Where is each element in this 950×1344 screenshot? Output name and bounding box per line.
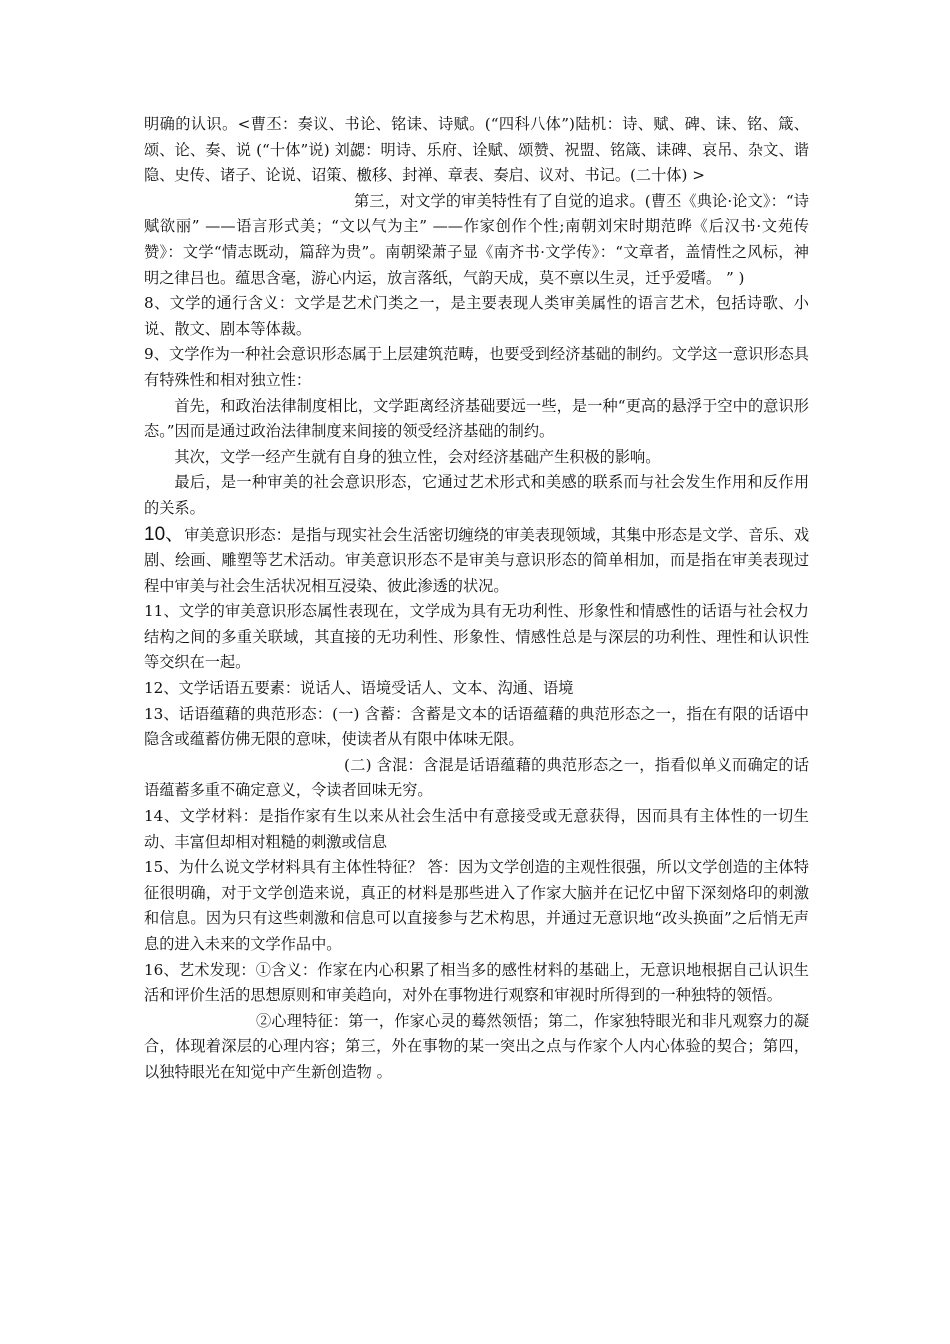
paragraph-item-10 [144,522,809,600]
paragraph-item-14: 14、文学材料：是指作家有生以来从社会生活中有意接受或无意获得，因而具有主体性的一切生动、丰富但却相对粗糙的刺激或信息 [144,807,809,851]
paragraph-item-16-second: ②心理特征：第一，作家心灵的蓦然领悟；第二，作家独特眼光和非凡观察力的凝合，体现着深层的心理内容；第三，外在事物的某一突出之点与作家个人内心体验的契合；第四，以独特眼光在知觉中产生新创造物 。 [144,1011,809,1081]
paragraph-item-13: 13、话语蕴藉的典范形态：(一) 含蓄：含蓄是文本的话语蕴藉的典范形态之一，指在有限的话语中隐含或蕴蓄仿佛无限的意味，使读者从有限中体味无限。 [144,704,809,749]
paragraph-item-11: 11、文学的审美意识形态属性表现在，文学成为具有无功利性、形象性和情感性的话语与社会权力结构之间的多重关联域，其直接的无功利性、形象性、情感性总是与深层的功利性、理性和认识性等交织在一起。 [144,602,809,672]
paragraph-item-9-first: 首先，和政治法律制度相比，文学距离经济基础要远一些，是一种“更高的悬浮于空中的意识形态。”因而是通过政治法律制度来间接的领受经济基础的制约。 [144,396,809,441]
item-10-text: 审美意识形态：是指与现实社会生活密切缠绕的审美表现领域，其集中形态是文学、音乐、戏剧、绘画、雕塑等艺术活动。审美意识形态不是审美与意识形态的简单相加，而是指在审美表现过程中审美与社会生活状况相互浸染、彼此渗透的状况。 [144,525,810,595]
paragraph-item-12: 12、文学话语五要素：说话人、语境受话人、文本、沟通、语境 [144,679,574,698]
paragraph-item-8: 8、文学的通行含义：文学是艺术门类之一，是主要表现人类审美属性的语言艺术，包括诗歌、小说、散文、剧本等体裁。 [144,294,809,338]
paragraph-item-9: 9、文学作为一种社会意识形态属于上层建筑范畴，也要受到经济基础的制约。文学这一意识形态具有特殊性和相对独立性： [144,345,809,389]
item-10-number: 10、 [144,523,185,545]
paragraph-item-15: 15、为什么说文学材料具有主体性特征？ 答：因为文学创造的主观性很强，所以文学创造的主体特征很明确，对于文学创造来说，真正的材料是那些进入了作家大脑并在记忆中留下深刻烙印的刺激和信息。因为只有这些刺激和信息可以直接参与艺术构思，并通过无意识地“改头换面”之后悄无声息的进入未来的文学作品中。 [144,858,809,953]
document-page [144,112,809,1086]
paragraph-item-9-second: 其次，文学一经产生就有自身的独立性，会对经济基础产生积极的影响。 [174,447,661,466]
paragraph-forms-classification: 明确的认识。<曹丕：奏议、书论、铭诔、诗赋。(“四科八体”)陆机：诗、赋、碑、诔、铭、箴、颂、论、奏、说 (“十体”说) 刘勰：明诗、乐府、诠赋、颂赞、祝盟、铭箴、诔碑、哀吊、杂文、谐隐、史传、诸子、论说、诏策、檄移、封禅、章表、奏启、议对、书记。(二十体) > [144,115,809,185]
paragraph-item-9-last: 最后，是一种审美的社会意识形态，它通过艺术形式和美感的联系而与社会发生作用和反作用的关系。 [144,473,809,517]
paragraph-aesthetic-pursuit: 第三，对文学的审美特性有了自觉的追求。(曹丕《典论·论文》：“诗赋欲丽” ——语言形式美；“文以气为主” ——作家创作个性;南朝刘宋时期范晔《后汉书·文苑传赞》：文学“情志既动，篇辞为贵”。南朝梁萧子显《南齐书·文学传》：“文章者，盖情性之风标，神明之律吕也。蕴思含毫，游心内运，放言落纸，气韵天成，莫不禀以生灵，迁乎爱嗜。 ” ) [144,191,809,287]
paragraph-item-13-second: (二) 含混：含混是话语蕴藉的典范形态之一，指看似单义而确定的话语蕴蓄多重不确定意义，令读者回味无穷。 [144,755,809,800]
paragraph-item-16: 16、艺术发现：①含义：作家在内心积累了相当多的感性材料的基础上，无意识地根据自己认识生活和评价生活的思想原则和审美趋向，对外在事物进行观察和审视时所得到的一种独特的领悟。 [144,960,809,1005]
